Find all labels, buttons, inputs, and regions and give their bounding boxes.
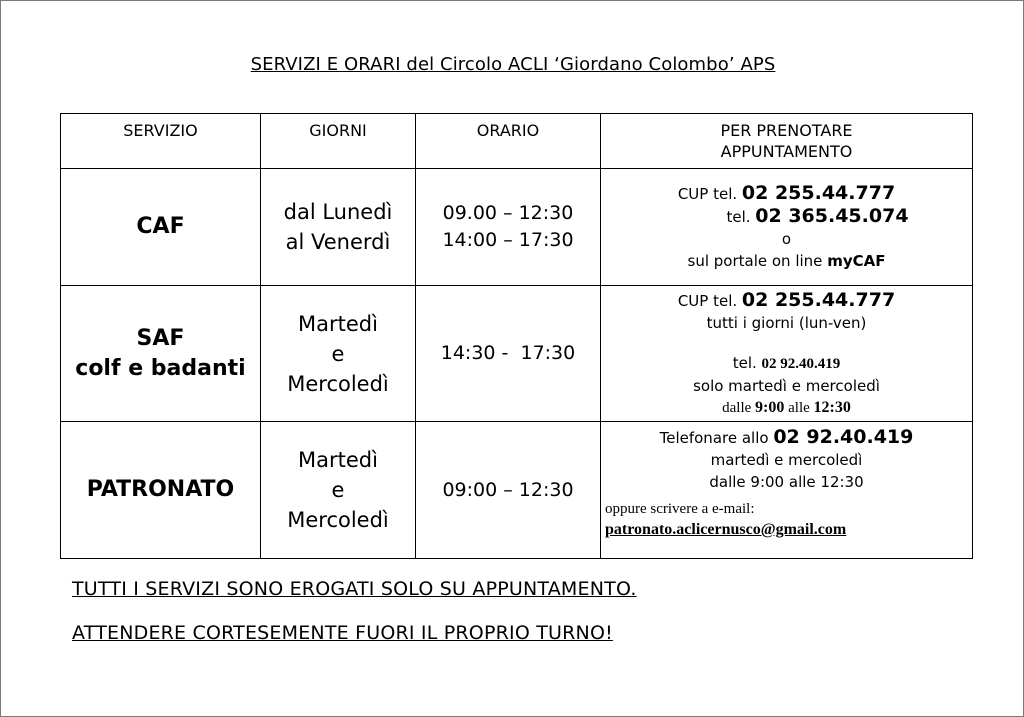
days-line: e [331, 341, 345, 366]
hours-line: 09:00 – 12:30 [442, 478, 574, 501]
service-booking [601, 422, 973, 559]
days-line: Martedì [298, 311, 378, 336]
tel-phone: tel. 02 92.40.419 [732, 353, 841, 372]
call-phone: Telefonare allo 02 92.40.419 [659, 426, 914, 448]
service-name: SAF colf e badanti [61, 286, 261, 422]
days-line: Martedì [298, 448, 378, 472]
header-booking-line2: APPUNTAMENTO [720, 142, 853, 161]
days-line: dal Lunedì [283, 200, 393, 224]
every-day-text: tutti i giorni (lun-ven) [706, 313, 867, 332]
service-days [261, 169, 416, 286]
services-table [60, 113, 973, 559]
email-intro: oppure scrivere a e-mail: [605, 501, 755, 517]
days-line: al Venerdì [285, 230, 391, 254]
notice-wait-turn: ATTENDERE CORTESEMENTE FUORI IL PROPRIO TURNO! [72, 622, 613, 644]
cup-phone: CUP tel. 02 255.44.777 [677, 182, 896, 204]
service-days [261, 286, 416, 422]
tel-phone: tel. 02 365.45.074 [726, 205, 909, 227]
hours-line: 09.00 – 12:30 [442, 202, 574, 224]
table-row-saf [61, 286, 973, 422]
hours-line: 14:00 – 17:30 [442, 229, 574, 251]
service-name: CAF [61, 169, 261, 286]
time-text: dalle 9:00 alle 12:30 [709, 473, 864, 491]
service-hours [416, 422, 601, 559]
days-line: Mercoledì [287, 508, 389, 532]
table-row-patronato [61, 422, 973, 559]
header-hours: ORARIO [416, 114, 601, 169]
service-booking [601, 169, 973, 286]
only-days-text: solo martedì e mercoledì [693, 376, 880, 395]
service-name: PATRONATO [61, 422, 261, 559]
header-days: GIORNI [261, 114, 416, 169]
service-hours [416, 169, 601, 286]
spacer [601, 334, 972, 352]
email-link[interactable]: patronato.aclicernusco@gmail.com [605, 521, 847, 538]
header-booking-line1: PER PRENOTARE [720, 121, 853, 140]
header-service: SERVIZIO [61, 114, 261, 169]
service-hours [416, 286, 601, 422]
days-text: martedì e mercoledì [710, 451, 863, 469]
table-header-row [61, 114, 973, 169]
email-block [601, 499, 972, 541]
days-line: Mercoledì [287, 371, 389, 396]
table-row-caf [61, 169, 973, 286]
portal-text: sul portale on line myCAF [687, 252, 886, 270]
or-text: o [781, 230, 792, 248]
days-line: e [331, 478, 345, 502]
cup-phone: CUP tel. 02 255.44.777 [677, 288, 896, 311]
header-booking [601, 114, 973, 169]
service-booking [601, 286, 973, 422]
service-days [261, 422, 416, 559]
notice-appointment: TUTTI I SERVIZI SONO EROGATI SOLO SU APPUNTAMENTO. [72, 578, 637, 600]
hours-line: 14:30 - 17:30 [440, 342, 576, 364]
page-title: SERVIZI E ORARI del Circolo ACLI ‘Giordano Colombo’ APS [250, 54, 776, 75]
time-text: dalle 9:00 alle 12:30 [722, 398, 851, 416]
